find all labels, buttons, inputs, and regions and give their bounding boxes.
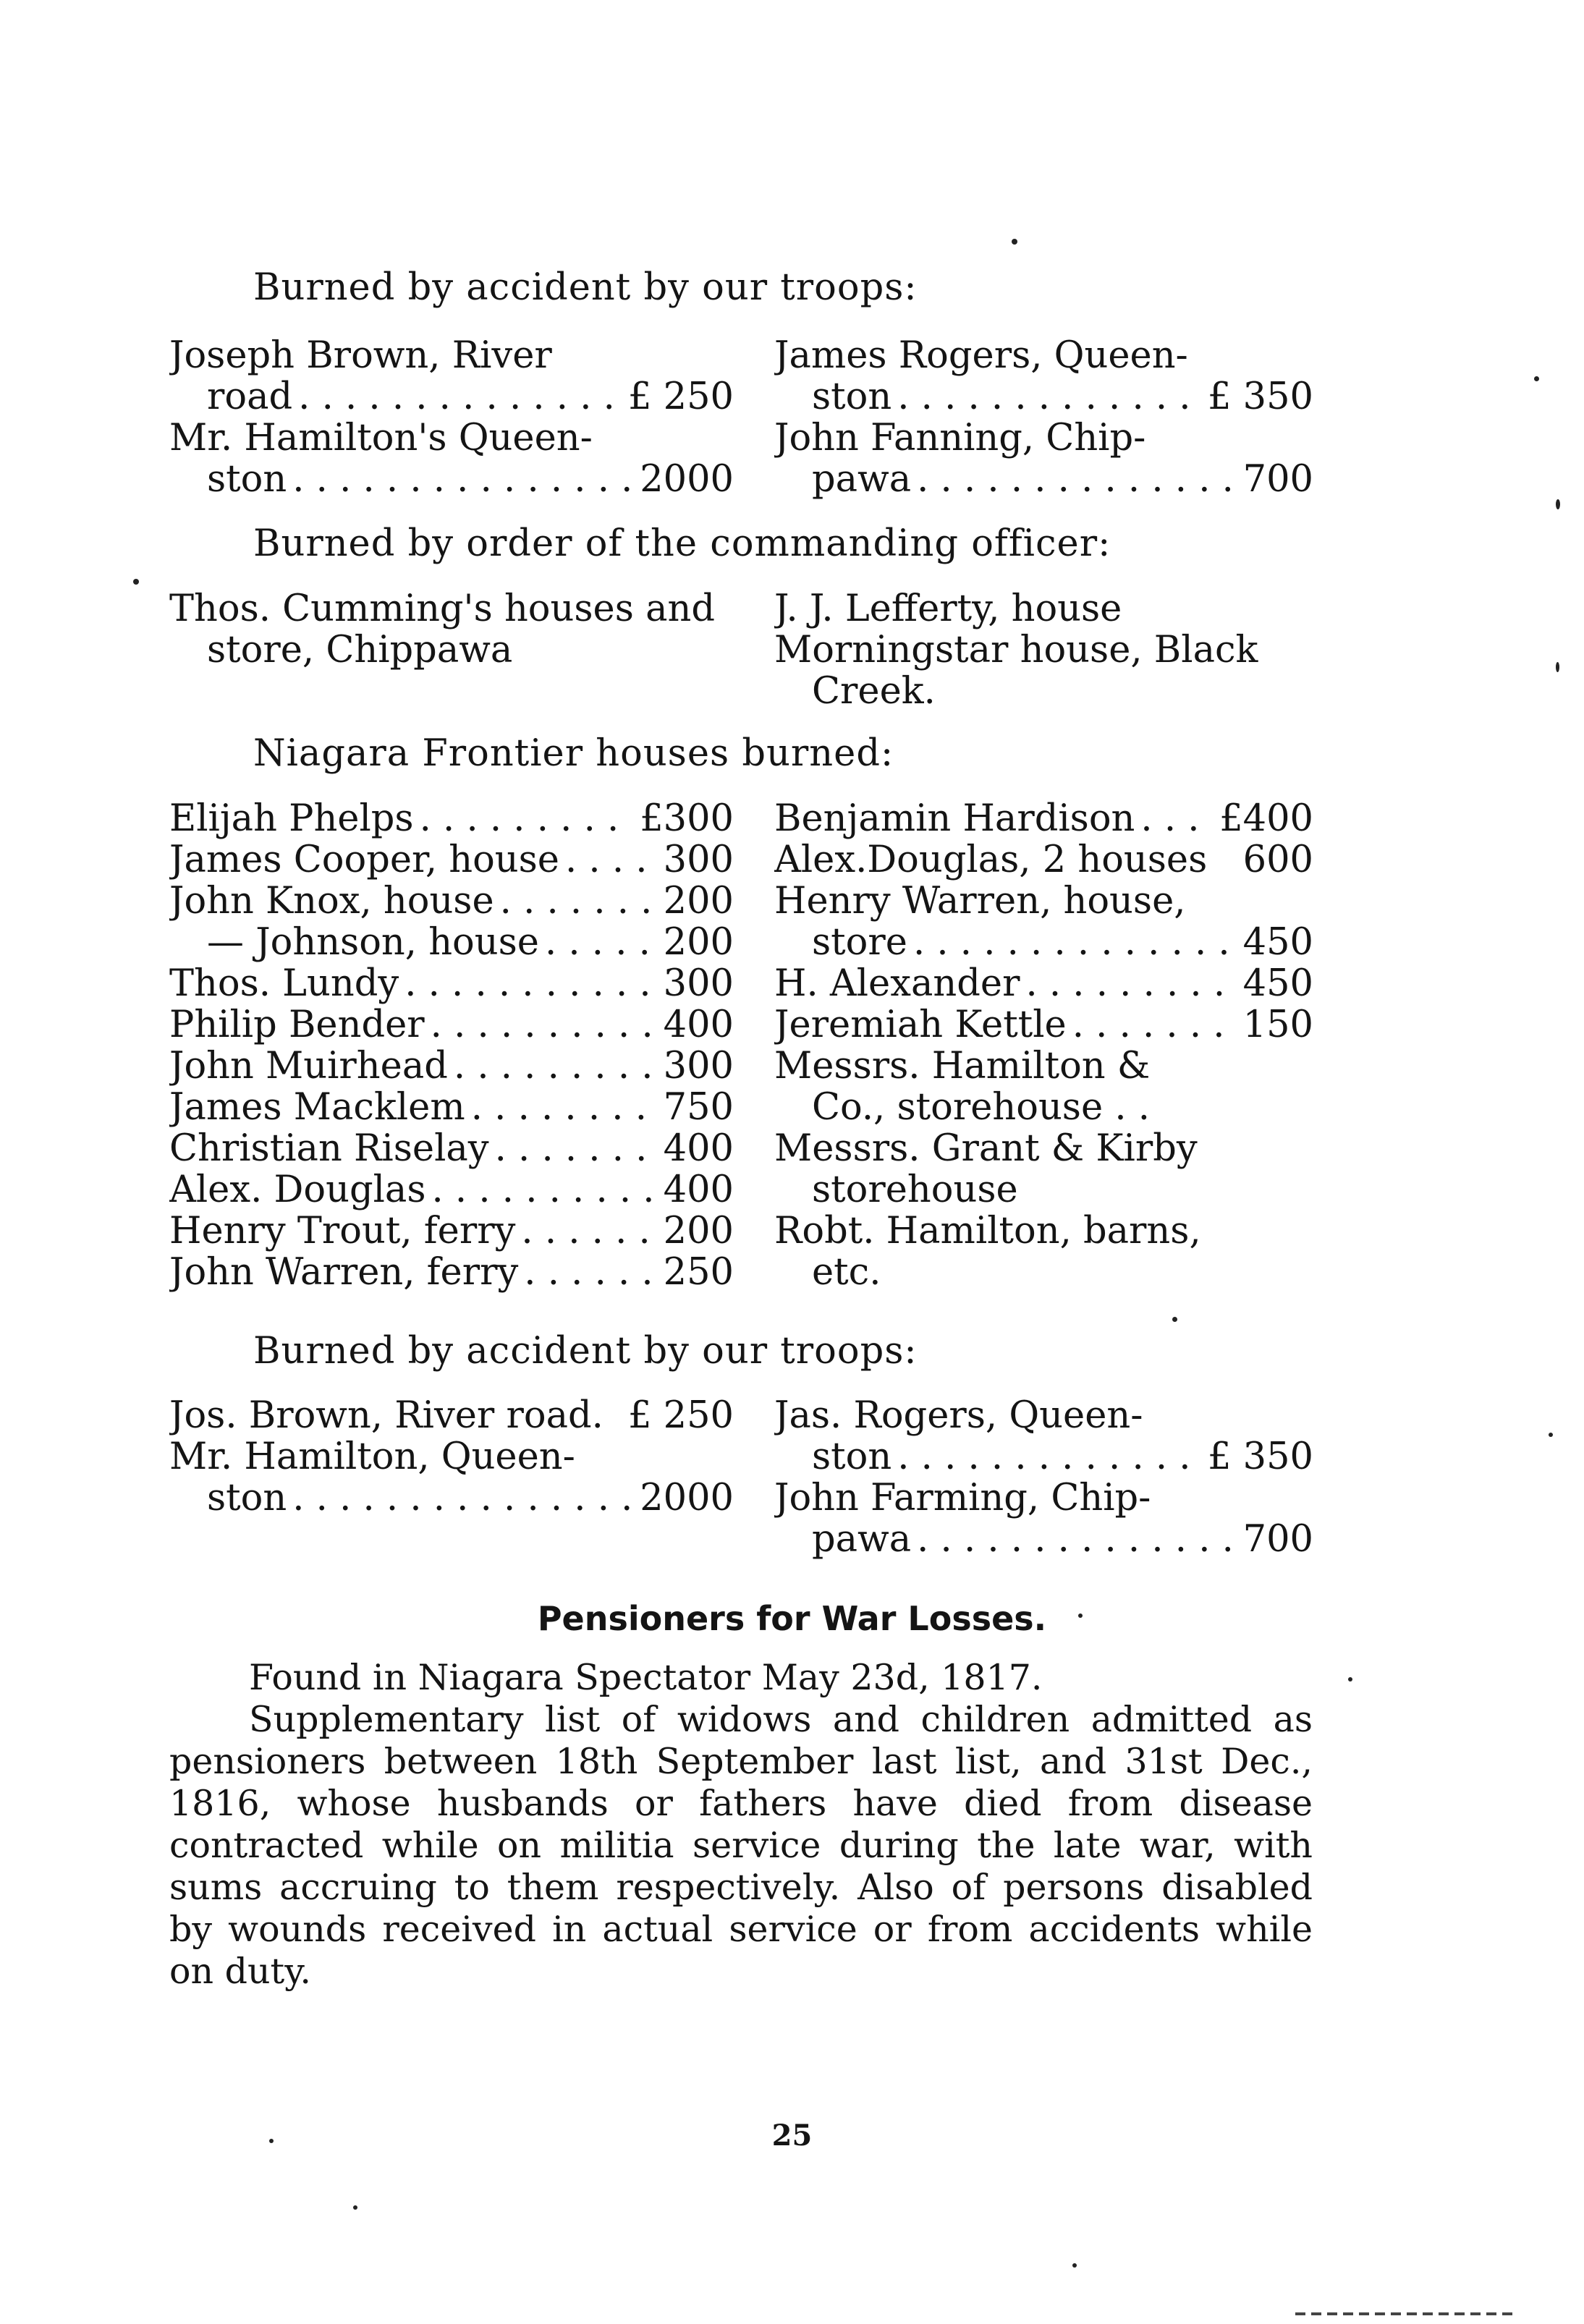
body-paragraph: Supplementary list of widows and children admitted as pensioners between 18th September last list, and 31st Dec., 1816, whose husbands or fathers have died from disease contracted while on militia service during the late war, with sums accruing to them respectively. Also of persons disabled by wounds received in actual service or from accidents while on duty.	[169, 1699, 1313, 1992]
right-column	[774, 588, 1313, 712]
entry-line: John Farming, Chip-	[774, 1477, 1151, 1519]
entry-amount: £ 350	[1207, 376, 1313, 417]
entry-line: H. Alexander . . . 450	[774, 963, 1313, 1004]
entry-amount: 300	[663, 963, 734, 1004]
entry-amount: £ 250	[627, 376, 734, 417]
entry-line: James Rogers, Queen-	[774, 335, 1188, 376]
entry-line: store . . . 450	[774, 922, 1313, 963]
entry-line: John Muirhead . . . 300	[169, 1046, 734, 1087]
entry-line: Robt. Hamilton, barns,	[774, 1210, 1201, 1252]
entry-line: road . . . £ 250	[169, 376, 734, 417]
entry-line: — Johnson, house . . . 200	[169, 922, 734, 963]
entry-amount: £ 250	[627, 1395, 734, 1436]
entry-line: John Warren, ferry . . . 250	[169, 1252, 734, 1293]
left-column	[169, 798, 734, 1293]
scan-speck	[1534, 376, 1539, 381]
entry-line: Elijah Phelps . . . £300	[169, 798, 734, 839]
entry-amount: 400	[663, 1004, 734, 1046]
entry-amount: 200	[663, 1210, 734, 1252]
entry-line: ston . . . 2000	[169, 1477, 734, 1519]
entry-line: store, Chippawa	[207, 629, 513, 671]
scan-speck	[133, 579, 139, 585]
entry-amount: 2000	[640, 459, 734, 500]
scan-speck	[269, 2139, 274, 2143]
scan-speck	[1348, 1677, 1352, 1681]
entry-line: Thos. Lundy . . . 300	[169, 963, 734, 1004]
entry-line: James Cooper, house . . . 300	[169, 839, 734, 881]
entry-amount: 400	[663, 1169, 734, 1210]
right-column	[774, 1395, 1313, 1560]
section-title: Pensioners for War Losses.	[537, 1599, 1047, 1638]
entry-line: Creek.	[812, 671, 936, 712]
entry-amount: 300	[663, 839, 734, 881]
entry-line: Henry Trout, ferry . . . 200	[169, 1210, 734, 1252]
entry-line: Jos. Brown, River road. £ 250	[169, 1395, 734, 1436]
entry-amount: £400	[1219, 798, 1313, 839]
entry-line: Morningstar house, Black	[774, 629, 1258, 671]
section-heading: Burned by accident by our troops:	[253, 266, 918, 309]
source-line: Found in Niagara Spectator May 23d, 1817.	[249, 1657, 1043, 1698]
entry-line: Messrs. Hamilton &	[774, 1046, 1151, 1087]
entry-line: John Knox, house . . . 200	[169, 881, 734, 922]
scan-speck	[1078, 1613, 1083, 1618]
entry-amount: 2000	[640, 1477, 734, 1519]
entry-line: J. J. Lefferty, house	[774, 588, 1122, 629]
section-heading: Burned by accident by our troops:	[253, 1330, 918, 1373]
entry-amount: 450	[1242, 963, 1313, 1004]
entry-line: Mr. Hamilton's Queen-	[169, 417, 593, 459]
scan-speck	[1072, 2263, 1077, 2268]
left-column	[169, 588, 734, 671]
entry-amount: 150	[1242, 1004, 1313, 1046]
left-column	[169, 335, 734, 500]
entry-amount: 750	[663, 1087, 734, 1128]
entry-amount: 250	[663, 1252, 734, 1293]
entry-line: Alex. Douglas . . . 400	[169, 1169, 734, 1210]
entry-line: Thos. Cumming's houses and	[169, 588, 715, 629]
entry-line: Jeremiah Kettle . . . 150	[774, 1004, 1313, 1046]
section-heading: Burned by order of the commanding officer:	[253, 522, 1111, 565]
entry-amount: 200	[663, 881, 734, 922]
entry-line: ston . . . £ 350	[774, 1436, 1313, 1477]
scan-speck	[1556, 662, 1559, 672]
entry-line: Henry Warren, house,	[774, 881, 1186, 922]
left-column	[169, 1395, 734, 1519]
entry-amount: 300	[663, 1046, 734, 1087]
entry-line: etc.	[812, 1252, 881, 1293]
entry-amount: 700	[1242, 459, 1313, 500]
entry-amount: 600	[1242, 839, 1313, 881]
scan-speck	[1172, 1317, 1177, 1322]
page-number: 25	[771, 2119, 813, 2153]
entry-line: Alex.Douglas, 2 houses 600	[774, 839, 1313, 881]
entry-amount: 400	[663, 1128, 734, 1169]
entry-line: John Fanning, Chip-	[774, 417, 1146, 459]
entry-line: pawa . . . 700	[774, 459, 1313, 500]
entry-line: Joseph Brown, River	[169, 335, 552, 376]
section-heading: Niagara Frontier houses burned:	[253, 732, 894, 775]
entry-line: Mr. Hamilton, Queen-	[169, 1436, 575, 1477]
entry-amount: £300	[640, 798, 734, 839]
entry-amount: 450	[1242, 922, 1313, 963]
entry-line: Jas. Rogers, Queen-	[774, 1395, 1143, 1436]
entry-line: pawa . . . 700	[774, 1519, 1313, 1560]
entry-line: Messrs. Grant & Kirby	[774, 1128, 1198, 1169]
right-column	[774, 798, 1313, 1293]
entry-line: Co., storehouse . .	[812, 1087, 1151, 1128]
entry-line: storehouse	[812, 1169, 1018, 1210]
right-column	[774, 335, 1313, 500]
scan-artifact	[1295, 2312, 1512, 2315]
scan-speck	[1012, 239, 1017, 245]
scan-speck	[353, 2205, 357, 2210]
entry-line: Philip Bender . . . 400	[169, 1004, 734, 1046]
scan-speck	[1549, 1433, 1553, 1437]
entry-amount: £ 350	[1207, 1436, 1313, 1477]
scan-speck	[1556, 499, 1560, 509]
entry-line: ston . . . 2000	[169, 459, 734, 500]
entry-line: Christian Riselay . . . 400	[169, 1128, 734, 1169]
entry-amount: 200	[663, 922, 734, 963]
entry-amount: 700	[1242, 1519, 1313, 1560]
entry-line: ston . . . £ 350	[774, 376, 1313, 417]
entry-line: Benjamin Hardison . . . £400	[774, 798, 1313, 839]
entry-line: James Macklem . . . 750	[169, 1087, 734, 1128]
